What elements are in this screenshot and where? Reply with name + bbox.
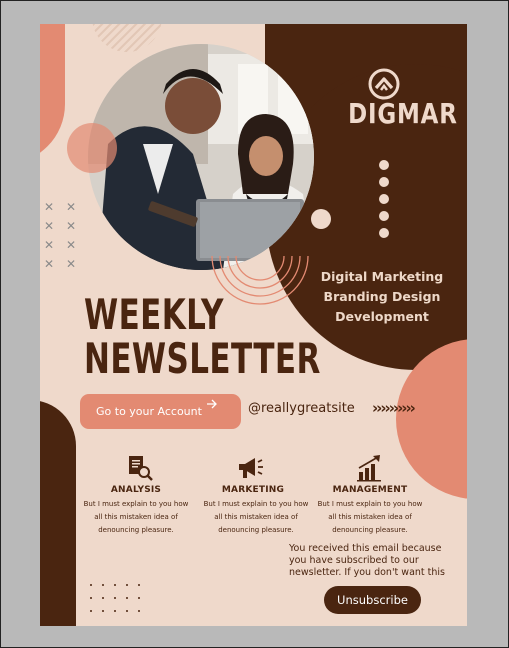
feature-body-analysis: But I must explain to you how all this mistaken idea of denouncing pleasure. — [83, 500, 189, 534]
hero-photo — [88, 44, 314, 270]
go-to-account-label: Go to your Account — [96, 405, 202, 418]
digmar-logo-icon — [368, 68, 400, 100]
analysis-icon — [126, 454, 154, 482]
newsletter-page — [40, 24, 467, 626]
feature-title-analysis: ANALYSIS — [110, 485, 162, 495]
unsubscribe-button[interactable] — [324, 586, 421, 614]
feature-title-marketing: MARKETING — [221, 485, 285, 495]
headline-newsletter: NEWSLETTER — [84, 334, 321, 383]
chevrons-decoration: ›››››››››› — [372, 399, 414, 417]
service-item: Development — [335, 309, 429, 324]
arrow-up-right-icon — [206, 398, 218, 410]
megaphone-icon — [237, 455, 265, 481]
services-list — [317, 267, 447, 327]
bottom-left-brown-panel — [40, 400, 76, 626]
website-handle[interactable]: @reallygreatsite — [248, 401, 355, 416]
dot-grid — [90, 584, 150, 612]
unsubscribe-label: Unsubscribe — [337, 593, 408, 607]
service-item: Branding Design — [323, 289, 441, 304]
concentric-arcs — [210, 256, 310, 326]
feature-body-management: But I must explain to you how all this mistaken idea of denouncing pleasure. — [317, 500, 423, 534]
subscription-notice: You received this email because you have subscribed to our newsletter. If you don't want this — [289, 543, 445, 578]
brand-name: DIGMAR — [348, 97, 458, 130]
x-pattern: ✕ ✕ ✕ ✕ ✕ ✕ ✕ ✕ — [44, 200, 77, 271]
left-salmon-arc — [40, 24, 65, 164]
growth-chart-icon — [355, 454, 383, 482]
salmon-bubble — [67, 123, 117, 173]
headline-weekly: WEEKLY — [84, 290, 224, 339]
service-item: Digital Marketing — [320, 269, 444, 284]
dot-column — [379, 160, 389, 238]
feature-body-marketing: But I must explain to you how all this mistaken idea of denouncing pleasure. — [203, 500, 309, 534]
feature-title-management: MANAGEMENT — [332, 485, 408, 495]
go-to-account-button[interactable] — [80, 394, 241, 429]
top-hatched-circle — [92, 24, 162, 52]
white-dot — [311, 209, 331, 229]
